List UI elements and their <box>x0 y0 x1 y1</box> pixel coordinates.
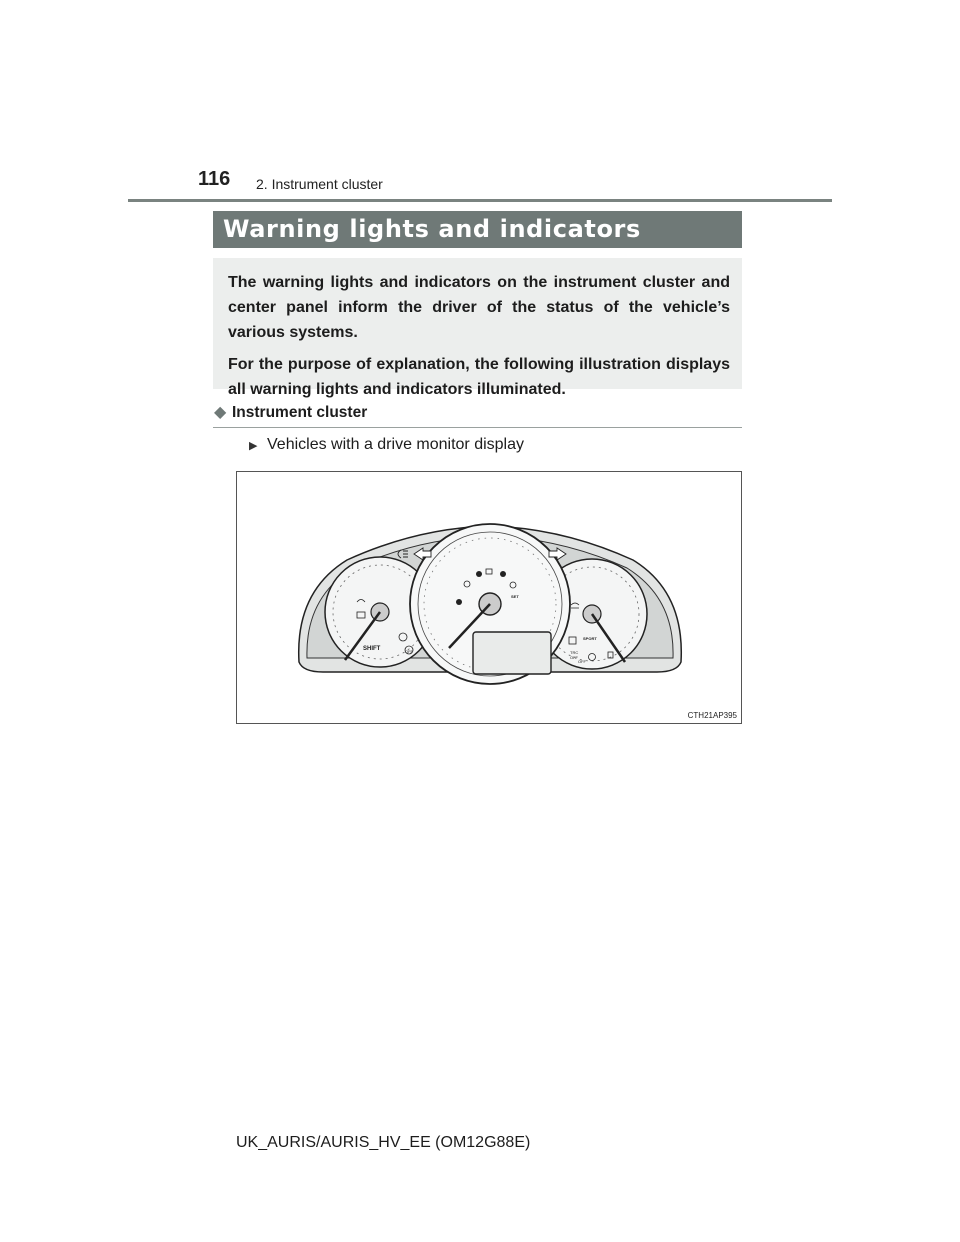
off-label-b: OFF <box>570 655 578 660</box>
diamond-bullet-icon: ◆ <box>214 404 227 421</box>
subsection-rule <box>213 427 742 428</box>
off-label-c: OFF <box>578 659 586 664</box>
trc-label: TRC <box>570 650 579 655</box>
chapter-title: 2. Instrument cluster <box>256 176 383 192</box>
header-rule <box>128 199 832 202</box>
page-number: 116 <box>198 168 231 190</box>
intro-paragraph-2: For the purpose of explanation, the following illustration displays all warning lights and indicators illuminated. <box>228 356 730 398</box>
seatbelt-icon <box>476 571 482 577</box>
off-label-a: OFF <box>405 649 413 654</box>
intro-box <box>213 258 742 398</box>
triangle-bullet-icon: ▶ <box>249 440 258 452</box>
sport-label: SPORT <box>583 636 597 641</box>
bullet-text: Vehicles with a drive monitor display <box>267 436 525 453</box>
figure-code: CTH21AP395 <box>687 711 737 720</box>
airbag-icon <box>456 599 462 605</box>
section-title: Warning lights and indicators <box>213 211 742 248</box>
intro-paragraph-1: The warning lights and indicators on the instrument cluster and center panel inform the driver of the status of the vehicle’s various systems. <box>228 274 730 341</box>
shift-label: SHIFT <box>363 646 381 652</box>
set-label: SET <box>511 594 519 599</box>
instrument-cluster-illustration <box>237 472 743 725</box>
passenger-seatbelt-icon <box>500 571 506 577</box>
footer-model: UK_AURIS/AURIS_HV_EE (OM12G88E) <box>236 1134 531 1151</box>
drive-monitor-display <box>473 632 551 674</box>
subsection-title: Instrument cluster <box>232 404 368 421</box>
instrument-cluster-figure <box>236 471 742 724</box>
